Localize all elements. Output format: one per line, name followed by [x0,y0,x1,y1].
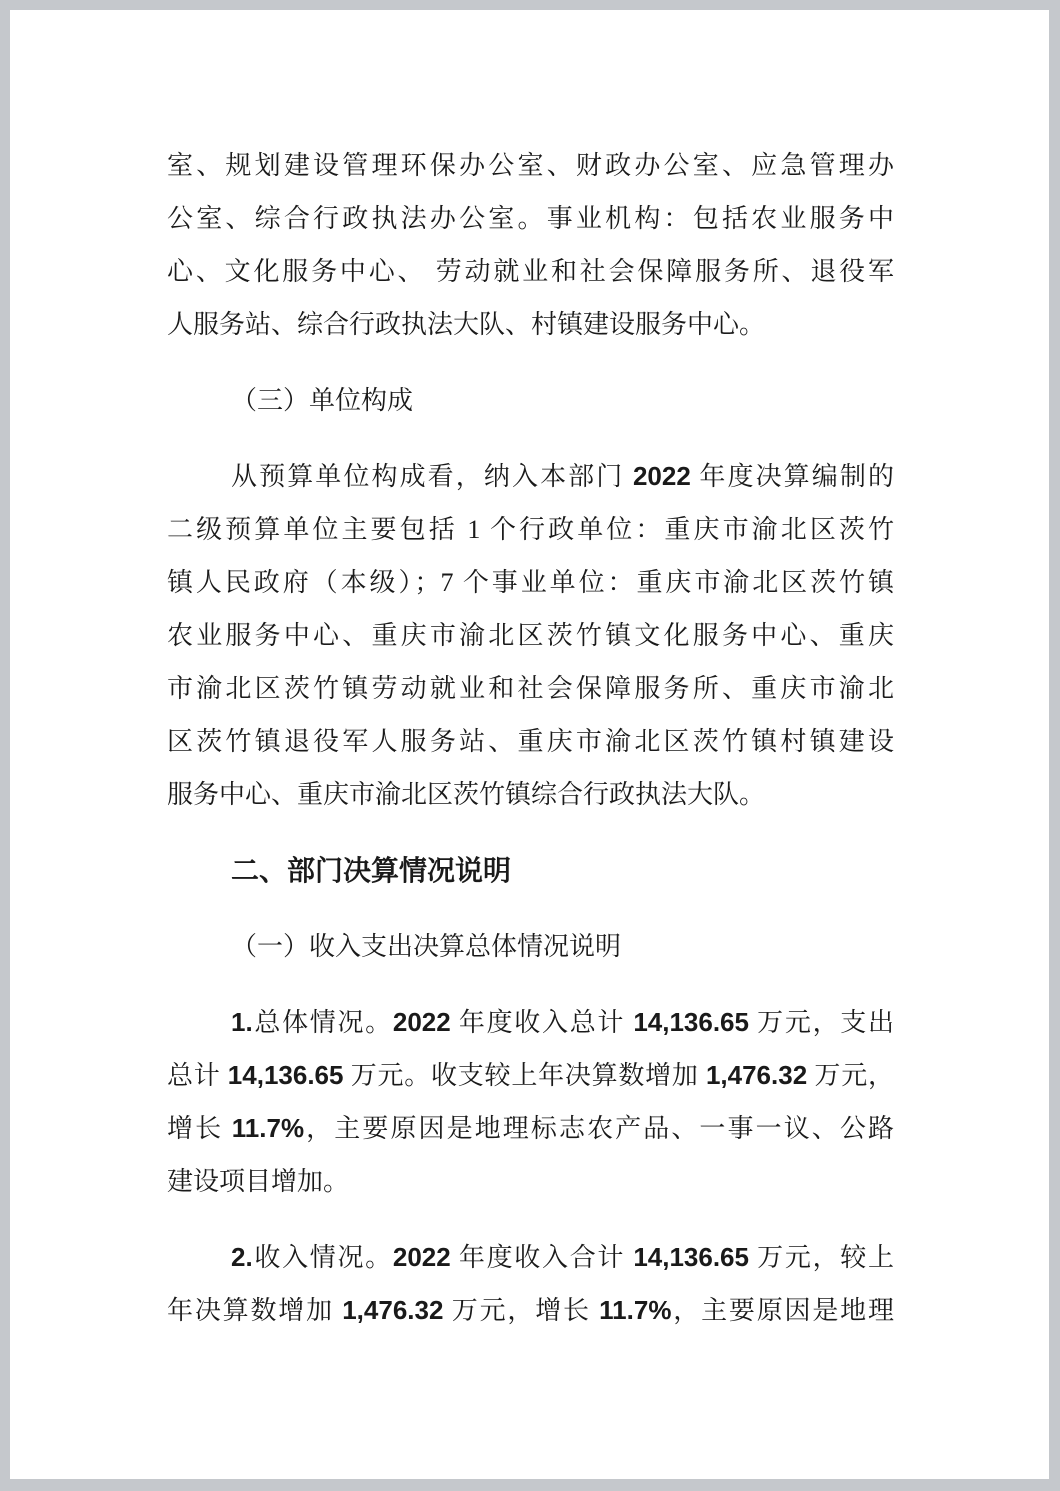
text-segment: 年度收入合计 [450,1243,634,1272]
text-segment: 个事业单位：重庆市渝北区茨竹镇 [453,568,894,597]
heading-income-expense-overview: （一）收入支出决算总体情况说明 [231,932,622,961]
text-segment: 万元，支出 [748,1008,894,1037]
text-segment: 万元，较上 [748,1243,894,1272]
text-line: 人服务站、综合行政执法大队、村镇建设服务中心。 [167,310,766,339]
paragraph-income-situation [167,1231,894,1337]
figure-count: 1 [467,515,481,544]
text-segment: ，主要原因是地理标志农产品、一事一议、公路 [304,1114,894,1143]
figure-percent: 11.7% [599,1295,672,1325]
paragraph-agency-continuation [167,139,894,351]
text-line: 心、文化服务中心、 劳动就业和社会保障服务所、退役军 [167,257,894,286]
figure-percent: 11.7% [231,1113,305,1143]
text-line [167,1102,894,1155]
text-line: 农业服务中心、重庆市渝北区茨竹镇文化服务中心、重庆 [167,621,894,650]
text-line [167,996,894,1049]
text-segment: 年决算数增加 [167,1296,343,1325]
figure-amount: 1,476.32 [705,1060,808,1090]
text-line [167,1231,894,1284]
figure-amount: 14,136.65 [633,1007,749,1037]
text-segment: 年度收入总计 [450,1008,634,1037]
text-segment: 二级预算单位主要包括 [167,515,468,544]
document-page [10,10,1049,1479]
text-line [167,503,894,556]
text-segment: 年度决算编制的 [690,462,894,491]
text-segment: 万元，增长 [443,1296,600,1325]
heading-unit-composition: （三）单位构成 [231,386,414,415]
text-segment: 总计 [167,1061,228,1090]
text-line [167,1049,894,1102]
item-number: 2. [231,1242,253,1272]
figure-count: 7 [440,568,454,597]
text-line: 室、规划建设管理环保办公室、财政办公室、应急管理办 [167,151,894,180]
figure-year: 2022 [632,461,691,491]
item-number: 1. [231,1007,253,1037]
text-segment: 增长 [167,1114,232,1143]
text-line [167,450,894,503]
text-line: 区茨竹镇退役军人服务站、重庆市渝北区茨竹镇村镇建设 [167,727,894,756]
figure-year: 2022 [392,1242,451,1272]
text-line [167,556,894,609]
text-line: 市渝北区茨竹镇劳动就业和社会保障服务所、重庆市渝北 [167,674,894,703]
text-segment: 总体情况。 [252,1008,393,1037]
text-line [167,1284,894,1337]
heading-section-two: 二、部门决算情况说明 [231,855,512,886]
figure-amount: 14,136.65 [227,1060,344,1090]
figure-amount: 1,476.32 [342,1295,444,1325]
figure-amount: 14,136.65 [633,1242,749,1272]
text-line: 公室、综合行政执法办公室。事业机构：包括农业服务中 [167,204,894,233]
text-line: 服务中心、重庆市渝北区茨竹镇综合行政执法大队。 [167,780,766,809]
text-line: 建设项目增加。 [167,1167,350,1196]
text-segment: 万元， [807,1061,894,1090]
text-segment: 个行政单位：重庆市渝北区茨竹 [480,515,894,544]
text-segment: ，主要原因是地理 [671,1296,894,1325]
paragraph-overall-situation [167,996,894,1208]
figure-year: 2022 [392,1007,451,1037]
text-segment: 收入情况。 [252,1243,393,1272]
text-segment: 万元。收支较上年决算数增加 [343,1061,706,1090]
paragraph-unit-composition [167,450,894,821]
text-segment: 镇人民政府（本级）； [167,568,441,597]
text-segment: 从预算单位构成看，纳入本部门 [231,462,633,491]
